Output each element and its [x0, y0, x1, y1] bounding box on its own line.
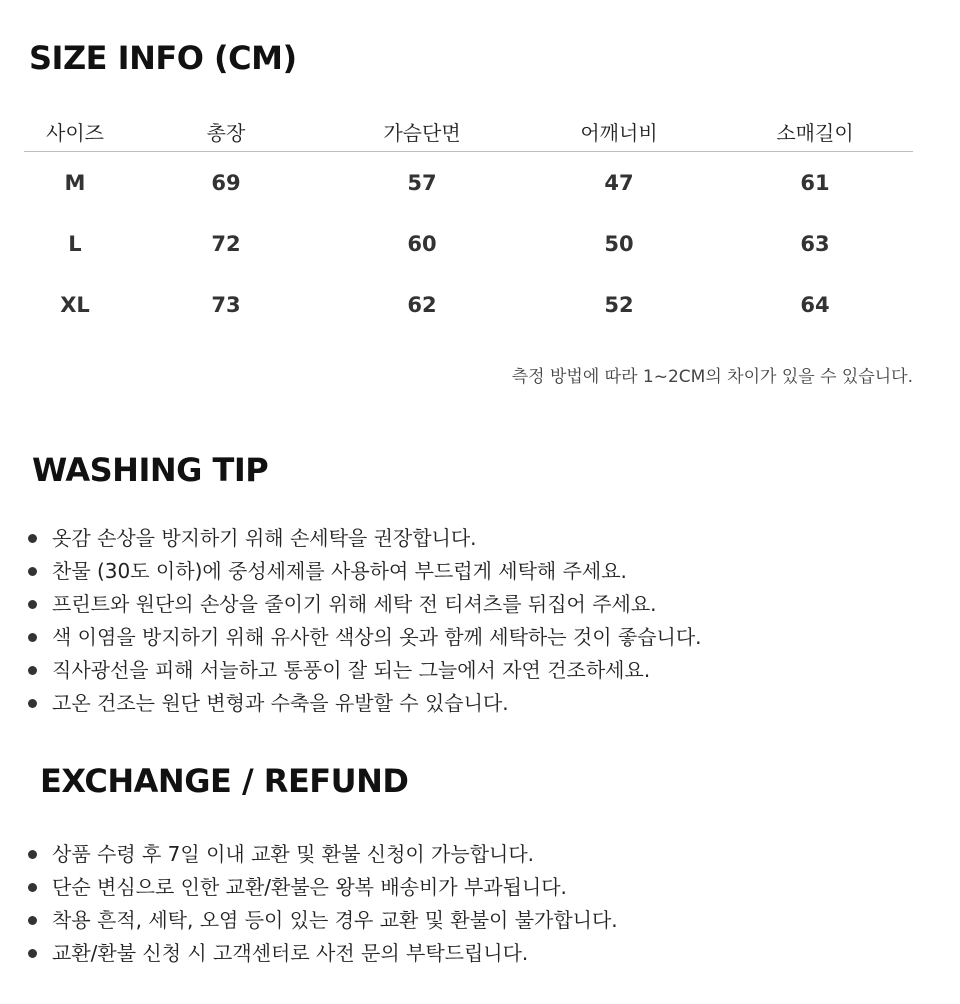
- header-total-length: 총장: [206, 121, 246, 145]
- size-table: [24, 112, 913, 335]
- list-item-text: 옷감 손상을 방지하기 위해 손세탁을 권장합니다.: [52, 526, 477, 550]
- table-row: [24, 152, 913, 213]
- cell-total-length: 69: [211, 170, 241, 195]
- header-sleeve-length: 소매길이: [776, 121, 854, 145]
- bullet-icon: [28, 534, 37, 543]
- list-item: [28, 621, 702, 654]
- bullet-icon: [28, 699, 37, 708]
- list-item: [28, 687, 702, 720]
- header-size: 사이즈: [46, 121, 104, 145]
- washing-tip-title: WASHING TIP: [32, 451, 269, 489]
- cell-shoulder-width: 50: [604, 231, 634, 256]
- bullet-icon: [28, 666, 37, 675]
- cell-size: L: [68, 231, 82, 256]
- header-chest-width: 가슴단면: [383, 121, 461, 145]
- cell-total-length: 72: [211, 231, 241, 256]
- list-item: [28, 871, 618, 904]
- list-item-text: 상품 수령 후 7일 이내 교환 및 환불 신청이 가능합니다.: [52, 842, 535, 866]
- list-item-text: 프린트와 원단의 손상을 줄이기 위해 세탁 전 티셔츠를 뒤집어 주세요.: [52, 592, 657, 616]
- bullet-icon: [28, 567, 37, 576]
- size-info-title: SIZE INFO (CM): [29, 39, 297, 77]
- size-table-header: [24, 112, 913, 152]
- list-item: [28, 937, 618, 970]
- table-row: [24, 213, 913, 274]
- cell-shoulder-width: 52: [604, 292, 634, 317]
- list-item: [28, 588, 702, 621]
- list-item-text: 단순 변심으로 인한 교환/환불은 왕복 배송비가 부과됩니다.: [52, 875, 567, 899]
- washing-tip-list: [28, 522, 702, 720]
- list-item: [28, 555, 702, 588]
- list-item-text: 고온 건조는 원단 변형과 수축을 유발할 수 있습니다.: [52, 691, 509, 715]
- list-item: [28, 522, 702, 555]
- list-item: [28, 838, 618, 871]
- list-item-text: 색 이염을 방지하기 위해 유사한 색상의 옷과 함께 세탁하는 것이 좋습니다.: [52, 625, 702, 649]
- bullet-icon: [28, 600, 37, 609]
- bullet-icon: [28, 883, 37, 892]
- bullet-icon: [28, 633, 37, 642]
- cell-size: M: [64, 170, 86, 195]
- list-item: [28, 904, 618, 937]
- cell-shoulder-width: 47: [604, 170, 634, 195]
- cell-total-length: 73: [211, 292, 241, 317]
- header-shoulder-width: 어깨너비: [580, 121, 658, 145]
- exchange-refund-list: [28, 838, 618, 970]
- cell-chest-width: 57: [407, 170, 437, 195]
- cell-sleeve-length: 63: [800, 231, 830, 256]
- exchange-refund-title: EXCHANGE / REFUND: [40, 762, 409, 800]
- size-table-body: [24, 152, 913, 335]
- cell-sleeve-length: 61: [800, 170, 830, 195]
- list-item-text: 직사광선을 피해 서늘하고 통풍이 잘 되는 그늘에서 자연 건조하세요.: [52, 658, 651, 682]
- bullet-icon: [28, 850, 37, 859]
- measurement-note: 측정 방법에 따라 1~2CM의 차이가 있을 수 있습니다.: [511, 367, 913, 387]
- bullet-icon: [28, 949, 37, 958]
- list-item-text: 착용 흔적, 세탁, 오염 등이 있는 경우 교환 및 환불이 불가합니다.: [52, 908, 618, 932]
- cell-size: XL: [60, 292, 90, 317]
- list-item: [28, 654, 702, 687]
- table-row: [24, 274, 913, 335]
- bullet-icon: [28, 916, 37, 925]
- cell-sleeve-length: 64: [800, 292, 830, 317]
- list-item-text: 찬물 (30도 이하)에 중성세제를 사용하여 부드럽게 세탁해 주세요.: [52, 559, 627, 583]
- cell-chest-width: 62: [407, 292, 437, 317]
- list-item-text: 교환/환불 신청 시 고객센터로 사전 문의 부탁드립니다.: [52, 941, 529, 965]
- cell-chest-width: 60: [407, 231, 437, 256]
